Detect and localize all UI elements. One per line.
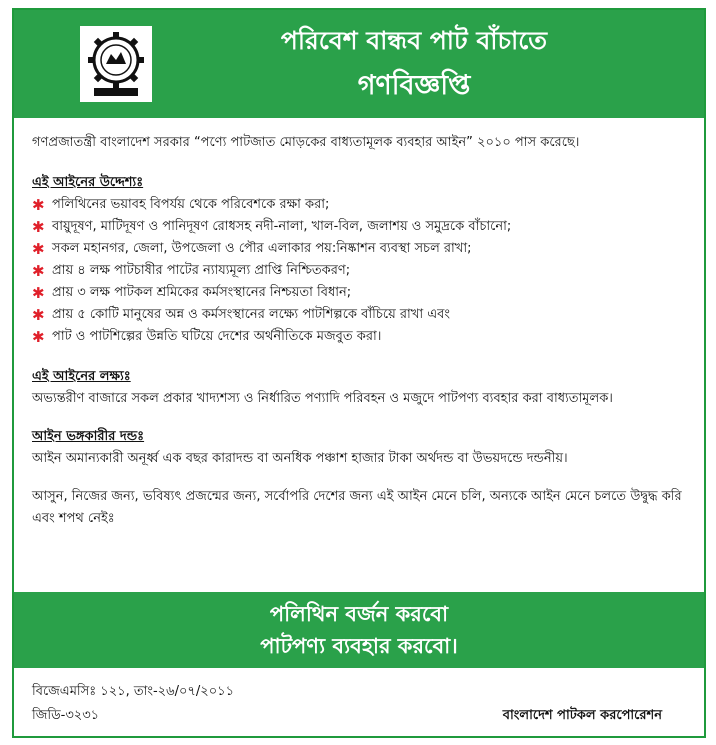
notice-header [14, 10, 704, 118]
list-item: ✱ সকল মহানগর, জেলা, উপজেলা ও পৌর এলাকার পয়:নিষ্কাশন ব্যবস্থা সচল রাখা; [32, 240, 472, 258]
asterisk-bullet-icon: ✱ [32, 240, 45, 258]
asterisk-bullet-icon: ✱ [32, 196, 45, 214]
list-item: ✱ বায়ুদূষণ, মাটিদূষণ ও পানিদূষণ রোধসহ নদী-নালা, খাল-বিল, জলাশয় ও সমুদ্রকে বাঁচানো; [32, 218, 512, 236]
appeal-text: আসুন, নিজের জন্য, ভবিষ্যৎ প্রজন্মের জন্য, সর্বোপরি দেশের জন্য এই আইন মেনে চলি, অন্যকে আইন মেনে চলতে উদ্বুদ্ধ করি এবং শপথ নেইঃ [32, 489, 682, 526]
objectives-list [32, 194, 686, 348]
organization-name: বাংলাদেশ পাটকল করপোরেশন [502, 708, 662, 723]
notice-subtitle: গণবিজ্ঞপ্তি [357, 70, 471, 101]
notice-body [14, 118, 704, 546]
list-item: ✱ পাট ও পাটশিল্পের উন্নতি ঘটিয়ে দেশের অর্থনীতিকে মজবুত করা। [32, 328, 382, 346]
asterisk-bullet-icon: ✱ [32, 218, 45, 236]
asterisk-bullet-icon: ✱ [32, 284, 45, 302]
asterisk-bullet-icon: ✱ [32, 328, 45, 346]
pledge-line-2: পাটপণ্য ব্যবহার করবো। [260, 634, 458, 658]
list-item: ✱ প্রায় ৫ কোটি মানুষের অন্ন ও কর্মসংস্থানের লক্ষ্যে পাটশিল্পকে বাঁচিয়ে রাখা এবং [32, 306, 450, 324]
notice-footer [14, 680, 704, 728]
list-item: ✱ প্রায় ৪ লক্ষ পাটচাষীর পাটের ন্যায্যমূল্য প্রাপ্তি নিশ্চিতকরণ; [32, 262, 351, 280]
notice-title: পরিবেশ বান্ধব পাট বাঁচাতে [280, 26, 548, 55]
pledge-line-1: পলিথিন বর্জন করবো [269, 602, 449, 626]
goal-text: অভ্যন্তরীণ বাজারে সকল প্রকার খাদ্যশস্য ও নির্ধারিত পণ্যাদি পরিবহন ও মজুদে পাটপণ্য ব্যবহার করা বাধ্যতামূলক। [32, 391, 613, 406]
gd-number: জিডি-৩২৩১ [32, 708, 100, 723]
bjmc-gear-logo-icon [80, 26, 152, 102]
asterisk-bullet-icon: ✱ [32, 306, 45, 324]
penalty-heading: আইন ভঙ্গকারীর দন্ডঃ [32, 429, 145, 444]
list-item: ✱ পলিথিনের ভয়াবহ বিপর্যয় থেকে পরিবেশকে রক্ষা করা; [32, 196, 330, 214]
list-item: ✱ প্রায় ৩ লক্ষ পাটকল শ্রমিকের কর্মসংস্থানের নিশ্চয়তা বিধান; [32, 284, 352, 302]
penalty-text: আইন অমান্যকারী অনূর্ধ্ব এক বছর কারাদন্ড বা অনধিক পঞ্চাশ হাজার টাকা অর্থদন্ড বা উভয়দন্ডে দন্ডনীয়। [32, 451, 568, 466]
objectives-heading: এই আইনের উদ্দেশ্যঃ [32, 175, 144, 190]
reference-number: বিজেএমসিঃ ১২১, তাং-২৬/০৭/২০১১ [32, 684, 235, 699]
asterisk-bullet-icon: ✱ [32, 262, 45, 280]
notice-frame [12, 8, 706, 738]
goal-heading: এই আইনের লক্ষ্যঃ [32, 369, 131, 384]
intro-text: গণপ্রজাতন্ত্রী বাংলাদেশ সরকার “পণ্যে পাটজাত মোড়কের বাধ্যতামূলক ব্যবহার আইন” ২০১০ পাস করেছে। [32, 135, 580, 150]
pledge-band [14, 592, 704, 668]
